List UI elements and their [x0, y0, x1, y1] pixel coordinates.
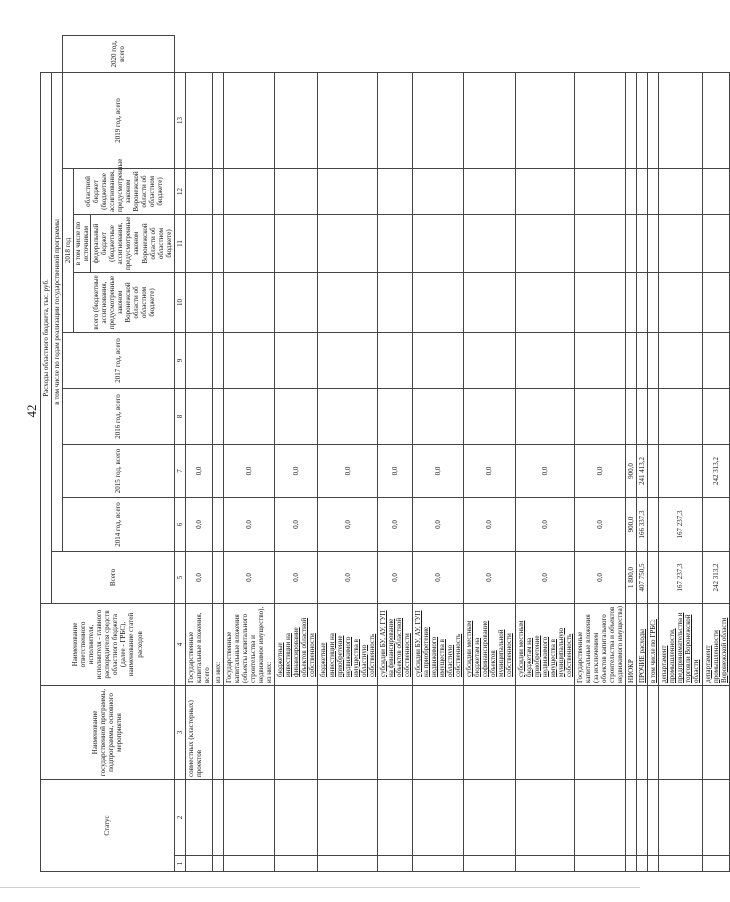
cell-empty [212, 388, 223, 444]
cell-y2014 [212, 497, 223, 551]
cell-empty [212, 168, 223, 214]
cell-y2015: 0,0 [318, 444, 377, 497]
cell-y2014: 0,0 [377, 497, 412, 551]
cell-program [515, 685, 574, 779]
cell-total: 0,0 [223, 551, 274, 603]
table-row [464, 36, 515, 872]
cell-empty [412, 388, 463, 444]
cell-name: Государственные капитальные вложения (объекты капитального строительства и недвижимое имущество), из них: [223, 603, 274, 685]
cell-total: 0,0 [515, 551, 574, 603]
cell-total: 0,0 [377, 551, 412, 603]
cell-empty [648, 72, 659, 168]
header-2015: 2015 год, всего [63, 444, 175, 497]
cell-empty [637, 388, 648, 444]
cell-empty [275, 214, 318, 272]
cell-name: из них: [212, 603, 223, 685]
cell-empty [574, 779, 625, 855]
cell-status [377, 856, 412, 872]
cell-empty [464, 214, 515, 272]
cell-y2015: 0,0 [464, 444, 515, 497]
cell-empty [377, 779, 412, 855]
cell-program [318, 685, 377, 779]
cell-empty [464, 779, 515, 855]
header-executor: Наименование ответственного исполнителя, исполнителя - главного распорядителя средств областного бюджета (далее - ГРБС), наименование статей расходов [41, 603, 175, 685]
cell-empty [626, 214, 637, 272]
cell-total [648, 551, 659, 603]
header-2019: 2019 год, всего [63, 72, 175, 168]
cell-y2015: 0,0 [574, 444, 625, 497]
header-by-years: в том числе по годам реализации государственной программы [52, 72, 63, 551]
cell-y2014: 0,0 [275, 497, 318, 551]
header-total: Всего [52, 551, 175, 603]
cell-total [212, 551, 223, 603]
col-number: 9 [174, 332, 185, 388]
cell-empty [223, 388, 274, 444]
cell-empty [377, 214, 412, 272]
col-number: 4 [174, 603, 185, 685]
cell-empty [212, 332, 223, 388]
cell-empty [412, 168, 463, 214]
cell-empty [212, 272, 223, 332]
cell-empty [515, 272, 574, 332]
cell-empty [702, 388, 729, 444]
cell-empty [223, 72, 274, 168]
cell-empty [515, 779, 574, 855]
cell-program [637, 685, 648, 779]
cell-empty [637, 168, 648, 214]
table-row [515, 36, 574, 872]
cell-name: субсидии местным бюджетам на приобретение недвижимого имущества в муниципальную собственность [515, 603, 574, 685]
cell-empty [515, 168, 574, 214]
cell-y2014: 166 337,3 [637, 497, 648, 551]
cell-empty [185, 72, 212, 168]
cell-empty [223, 214, 274, 272]
table-row [185, 36, 212, 872]
col-number: 13 [174, 72, 185, 168]
cell-name: в том числе по ГРБС: [648, 603, 659, 685]
cell-y2015: 0,0 [412, 444, 463, 497]
header-status: Статус [41, 779, 175, 871]
cell-empty [515, 214, 574, 272]
cell-program [648, 685, 659, 779]
rotated-table-wrapper [40, 35, 728, 872]
cell-status [659, 856, 702, 872]
cell-empty [574, 72, 625, 168]
table-row [659, 36, 702, 872]
cell-y2014: 0,0 [185, 497, 212, 551]
cell-status [223, 856, 274, 872]
cell-empty [318, 332, 377, 388]
header-federal-text: федеральный бюджет (бюджетные ассигнования, предусмотренные законом Воронежской области об областном бюджете) [92, 216, 173, 270]
col-number: 10 [174, 272, 185, 332]
cell-empty [212, 779, 223, 855]
table-row [574, 36, 625, 872]
cell-empty [659, 388, 702, 444]
cell-empty [464, 332, 515, 388]
cell-empty [464, 388, 515, 444]
cell-empty [212, 72, 223, 168]
cell-total: 1 800,0 [626, 551, 637, 603]
cell-empty [223, 168, 274, 214]
col-number: 7 [174, 444, 185, 497]
col-number: 8 [174, 388, 185, 444]
cell-empty [702, 272, 729, 332]
table-row [648, 36, 659, 872]
cell-empty [637, 779, 648, 855]
header-2016: 2016 год, всего [63, 388, 175, 444]
cell-empty [412, 72, 463, 168]
cell-empty [318, 168, 377, 214]
cell-empty [702, 72, 729, 168]
col-number: 2 [174, 779, 185, 855]
cell-empty [377, 272, 412, 332]
cell-total: 167 237,3 [659, 551, 702, 603]
cell-total: 0,0 [464, 551, 515, 603]
cell-status [212, 856, 223, 872]
cell-empty [185, 388, 212, 444]
cell-name: департамент промышленности, предпринимательства и торговли Воронежской области [659, 603, 702, 685]
cell-empty [626, 332, 637, 388]
cell-name: субсидии БУ, АУ, ГУП на приобретение недвижимого имущества в областную собственность [412, 603, 463, 685]
cell-empty [377, 72, 412, 168]
expenses-table [40, 35, 730, 872]
cell-empty [412, 332, 463, 388]
cell-empty [648, 214, 659, 272]
cell-empty [275, 72, 318, 168]
page-number: 42 [24, 404, 39, 418]
col-number: 5 [174, 551, 185, 603]
cell-empty [185, 272, 212, 332]
header-2014: 2014 год, всего [63, 497, 175, 551]
header-2018-total: всего (бюджетные ассигнования, предусмотренные законом Воронежской области об областном бюджете) [74, 272, 175, 332]
cell-y2014: 0,0 [223, 497, 274, 551]
cell-empty [648, 332, 659, 388]
cell-empty [185, 332, 212, 388]
cell-empty [275, 168, 318, 214]
cell-program [412, 685, 463, 779]
cell-total: 242 313,2 [702, 551, 729, 603]
cell-empty [637, 214, 648, 272]
cell-empty [659, 214, 702, 272]
cell-empty [574, 214, 625, 272]
cell-name: субсидии местным бюджетам на софинансирование объектов муниципальной собственности [464, 603, 515, 685]
table-row [637, 36, 648, 872]
cell-name: ПРОЧИЕ расходы [637, 603, 648, 685]
cell-program [702, 685, 729, 779]
cell-name: Государственные капитальные вложения (за исключением объектов капитального строительства и объектов недвижимого имущества) [574, 603, 625, 685]
cell-empty [377, 332, 412, 388]
cell-y2014: 0,0 [318, 497, 377, 551]
cell-total: 0,0 [318, 551, 377, 603]
cell-y2015 [648, 444, 659, 497]
cell-name: Государственные капитальные вложения, всего [185, 603, 212, 685]
cell-program [275, 685, 318, 779]
cell-program [212, 685, 223, 779]
header-2017: 2017 год, всего [63, 332, 175, 388]
cell-name: бюджетные инвестиции на приобретение недвижимого имущества в областную собственность [318, 603, 377, 685]
cell-y2014 [702, 497, 729, 551]
cell-empty [515, 332, 574, 388]
header-2020: 2020 год, всего [63, 36, 175, 73]
cell-y2014 [648, 497, 659, 551]
cell-empty [223, 272, 274, 332]
cell-empty [648, 388, 659, 444]
table-body [185, 36, 729, 872]
cell-empty [702, 779, 729, 855]
header-2018: 2018 год [63, 168, 74, 332]
header-by-source: в том числе по источникам [74, 215, 91, 272]
cell-empty [275, 272, 318, 332]
cell-status [464, 856, 515, 872]
cell-total: 0,0 [412, 551, 463, 603]
cell-empty [185, 779, 212, 855]
col-number: 1 [174, 856, 185, 872]
cell-empty [659, 779, 702, 855]
cell-empty [464, 168, 515, 214]
cell-y2015: 242 313,2 [702, 444, 729, 497]
cell-name: НИОКР [626, 603, 637, 685]
cell-empty [318, 72, 377, 168]
cell-name: субсидии БУ, АУ, ГУП на финансирование объектов областной собственности [377, 603, 412, 685]
cell-empty [659, 272, 702, 332]
header-expenses: Расходы областного бюджета, тыс. руб. [41, 72, 52, 603]
table-row [412, 36, 463, 872]
cell-status [275, 856, 318, 872]
cell-name: департамент промышленности Воронежской области [702, 603, 729, 685]
cell-status [515, 856, 574, 872]
cell-empty [574, 332, 625, 388]
cell-program [464, 685, 515, 779]
cell-status [412, 856, 463, 872]
cell-y2015: 241 413,2 [637, 444, 648, 497]
page-bottom-rule [0, 887, 640, 888]
cell-empty [275, 332, 318, 388]
cell-empty [626, 272, 637, 332]
table-row [702, 36, 729, 872]
table-row [275, 36, 318, 872]
cell-empty [515, 388, 574, 444]
cell-program [377, 685, 412, 779]
cell-status [574, 856, 625, 872]
cell-empty [702, 214, 729, 272]
cell-total: 0,0 [275, 551, 318, 603]
cell-program [574, 685, 625, 779]
table-row [212, 36, 223, 872]
cell-name: бюджетные инвестиции на финансирование объектов областной собственности [275, 603, 318, 685]
cell-y2014: 0,0 [515, 497, 574, 551]
cell-empty [212, 214, 223, 272]
cell-program [223, 685, 274, 779]
cell-y2015: 0,0 [515, 444, 574, 497]
cell-empty [377, 168, 412, 214]
cell-empty [659, 168, 702, 214]
cell-empty [702, 332, 729, 388]
header-federal [74, 214, 175, 272]
cell-y2015 [212, 444, 223, 497]
cell-empty [464, 272, 515, 332]
header-regional: областной бюджет (бюджетные ассигнования, предусмотренные законом Воронежской области об областном бюджете) [74, 168, 175, 214]
cell-empty [275, 779, 318, 855]
cell-empty [318, 214, 377, 272]
cell-y2014: 167 237,3 [659, 497, 702, 551]
cell-program: совместных (кластерных) проектов [185, 685, 212, 779]
cell-empty [702, 168, 729, 214]
cell-empty [318, 272, 377, 332]
cell-empty [626, 72, 637, 168]
cell-y2014: 0,0 [464, 497, 515, 551]
cell-empty [637, 332, 648, 388]
cell-y2014: 900,0 [626, 497, 637, 551]
cell-empty [648, 272, 659, 332]
cell-empty [626, 779, 637, 855]
table-row [377, 36, 412, 872]
cell-status [648, 856, 659, 872]
cell-empty [637, 272, 648, 332]
cell-y2015: 0,0 [377, 444, 412, 497]
cell-empty [648, 779, 659, 855]
cell-empty [574, 388, 625, 444]
cell-empty [574, 272, 625, 332]
header-program: Наименование государственной программы, подпрограммы, основного мероприятия [41, 685, 175, 779]
cell-empty [275, 388, 318, 444]
cell-total: 0,0 [574, 551, 625, 603]
cell-empty [626, 168, 637, 214]
cell-status [318, 856, 377, 872]
cell-program [659, 685, 702, 779]
cell-y2015 [659, 444, 702, 497]
table-row [626, 36, 637, 872]
cell-y2015: 0,0 [185, 444, 212, 497]
cell-y2015: 0,0 [275, 444, 318, 497]
col-number: 11 [174, 214, 185, 272]
cell-empty [637, 72, 648, 168]
cell-empty [185, 214, 212, 272]
cell-empty [626, 388, 637, 444]
cell-empty [515, 72, 574, 168]
cell-empty [464, 72, 515, 168]
cell-status [626, 856, 637, 872]
col-number: 3 [174, 685, 185, 779]
cell-empty [412, 272, 463, 332]
table-row [223, 36, 274, 872]
cell-empty [659, 332, 702, 388]
cell-y2014: 0,0 [412, 497, 463, 551]
cell-empty [412, 779, 463, 855]
cell-empty [648, 168, 659, 214]
cell-y2014: 0,0 [574, 497, 625, 551]
cell-empty [659, 72, 702, 168]
cell-empty [318, 388, 377, 444]
table-row [318, 36, 377, 872]
cell-empty [412, 214, 463, 272]
cell-y2015: 900,0 [626, 444, 637, 497]
cell-empty [185, 168, 212, 214]
cell-program [626, 685, 637, 779]
cell-total: 407 750,5 [637, 551, 648, 603]
cell-empty [318, 779, 377, 855]
cell-y2015: 0,0 [223, 444, 274, 497]
cell-status [185, 856, 212, 872]
cell-total: 0,0 [185, 551, 212, 603]
cell-status [637, 856, 648, 872]
cell-status [702, 856, 729, 872]
col-number: 12 [174, 168, 185, 214]
cell-empty [574, 168, 625, 214]
col-number: 6 [174, 497, 185, 551]
cell-empty [223, 332, 274, 388]
cell-empty [223, 779, 274, 855]
cell-empty [377, 388, 412, 444]
